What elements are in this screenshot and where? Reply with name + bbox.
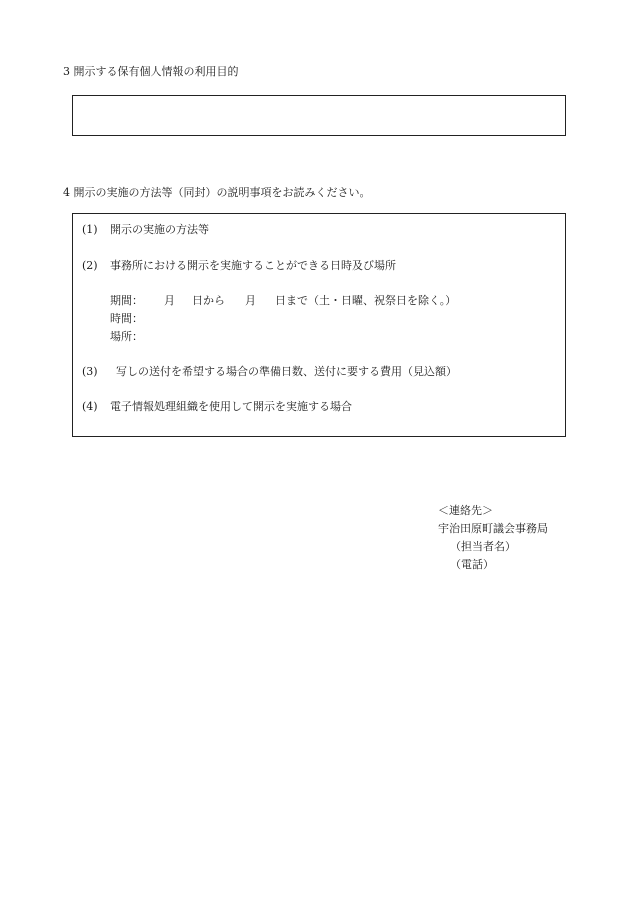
time-label: 時間： — [110, 312, 143, 325]
period-month-2: 月 — [245, 294, 256, 307]
contact-person: （担当者名） — [450, 540, 516, 553]
period-label: 期間： — [110, 294, 143, 307]
item-3-number: (3) — [82, 365, 98, 378]
contact-phone: （電話） — [450, 558, 494, 571]
period-day-from: 日から — [192, 294, 225, 307]
item-3-text: 写しの送付を希望する場合の準備日数、送付に要する費用（見込額） — [116, 365, 457, 378]
item-4-number: (4) — [82, 400, 98, 413]
contact-header: ＜連絡先＞ — [438, 504, 493, 517]
contact-office: 宇治田原町議会事務局 — [438, 522, 548, 535]
item-2-number: (2) — [82, 259, 98, 272]
period-day-until: 日まで（土・日曜、祝祭日を除く。） — [275, 294, 457, 307]
item-4-text: 電子情報処理組織を使用して開示を実施する場合 — [110, 400, 352, 413]
item-1-text: 開示の実施の方法等 — [110, 223, 209, 236]
section-3-heading: 3 開示する保有個人情報の利用目的 — [63, 65, 239, 78]
section-4-heading: 4 開示の実施の方法等（同封）の説明事項をお読みください。 — [63, 186, 371, 199]
place-label: 場所： — [110, 330, 143, 343]
item-2-text: 事務所における開示を実施することができる日時及び場所 — [110, 259, 396, 272]
item-1-number: (1) — [82, 223, 98, 236]
usage-purpose-box — [72, 95, 566, 136]
period-month-1: 月 — [164, 294, 175, 307]
